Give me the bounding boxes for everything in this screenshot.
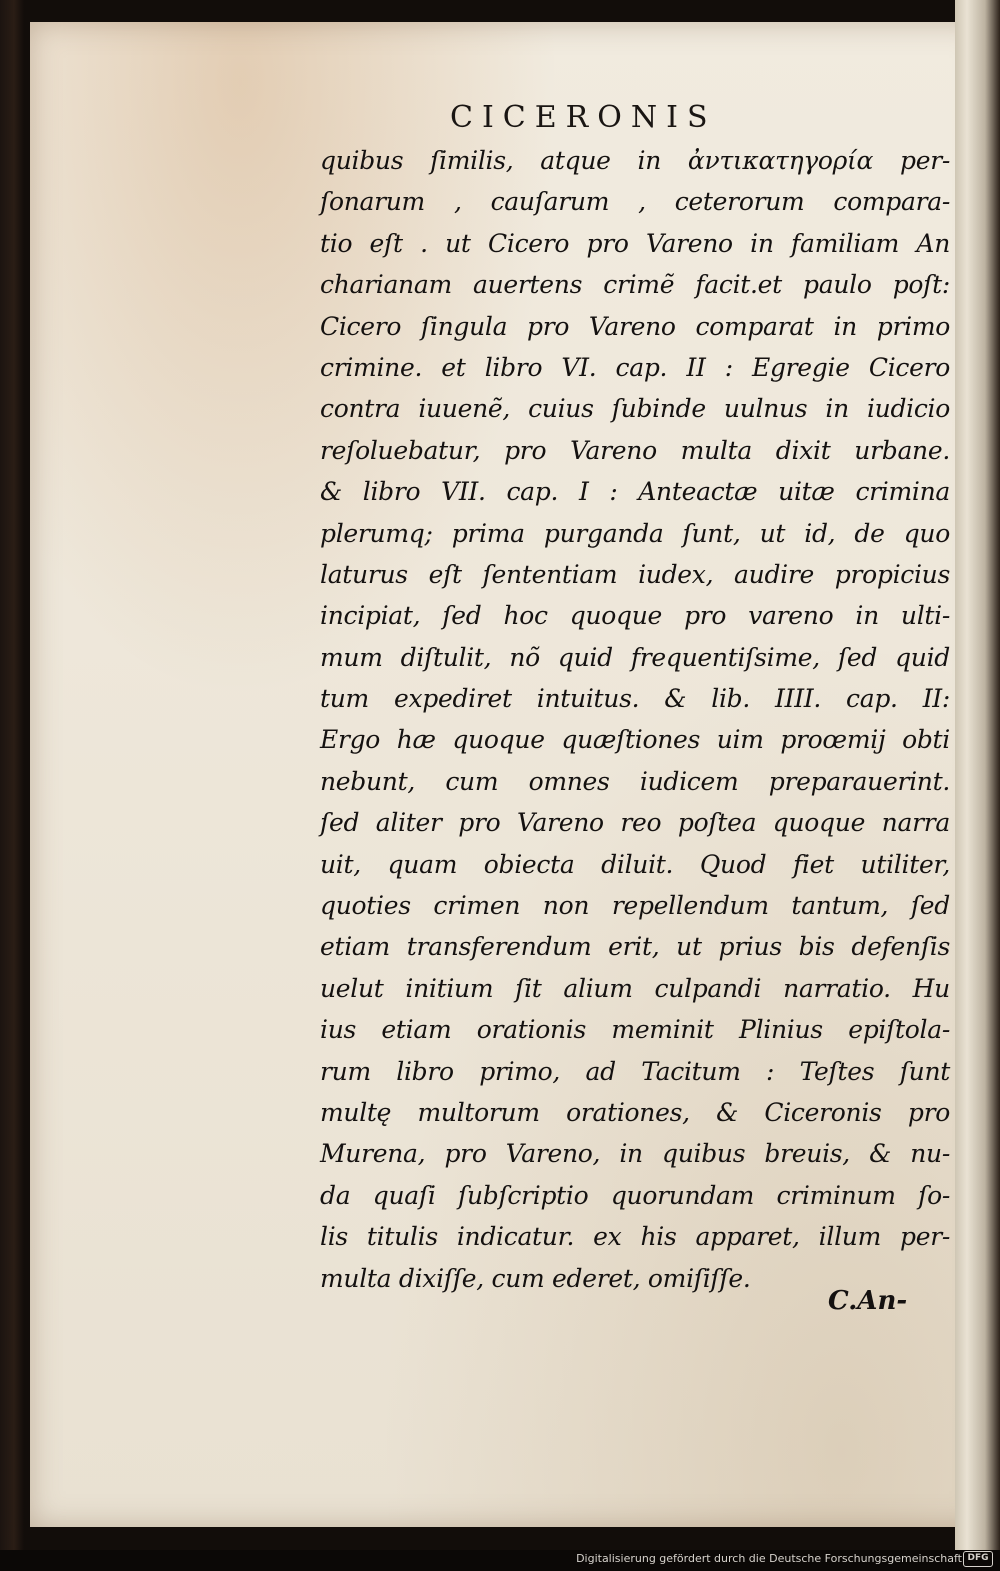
catchword: C.An- xyxy=(828,1286,908,1316)
text-line: quoties crimen non repellendum tantum, ſed xyxy=(320,891,950,921)
text-line: multa dixiſſe, cum ederet, omiſiſſe. xyxy=(320,1263,751,1293)
dfg-logo-icon: DFG xyxy=(963,1551,993,1567)
text-line: reſoluebatur, pro Vareno multa dixit urbane. xyxy=(320,435,950,465)
text-line: tio eſt . ut Cicero pro Vareno in familiam An xyxy=(320,228,950,258)
text-line: nebunt, cum omnes iudicem preparauerint. xyxy=(320,766,950,796)
text-line: mum diſtulit, nõ quid frequentiſsime, ſed quid xyxy=(320,642,950,672)
text-line: ſed aliter pro Vareno reo poſtea quoque narra xyxy=(320,808,950,838)
text-line: contra iuuenẽ, cuius ſubinde uulnus in iudicio xyxy=(320,394,950,424)
text-line: charianam auertens crimẽ facit.et paulo poſt: xyxy=(320,270,950,300)
text-line: multę multorum orationes, & Ciceronis pro xyxy=(320,1097,950,1127)
text-line: laturus eſt ſententiam iudex, audire propicius xyxy=(320,559,950,589)
text-line: crimine. et libro VI. cap. II : Egregie Cicero xyxy=(320,352,950,382)
text-line: etiam transferendum erit, ut prius bis defenſis xyxy=(320,932,950,962)
text-line: ſonarum , cauſarum , ceterorum compara- xyxy=(320,187,950,217)
text-line: uit, quam obiecta diluit. Quod fiet utiliter, xyxy=(320,849,950,879)
text-line: incipiat, ſed hoc quoque pro vareno in ulti- xyxy=(320,601,950,631)
text-line: ius etiam orationis meminit Plinius epiſtola- xyxy=(320,1015,950,1045)
text-line: & libro VII. cap. I : Anteactæ uitæ crimina xyxy=(320,477,950,507)
text-line: quibus ſimilis, atque in ἀντικατηγορία per- xyxy=(320,146,950,175)
text-line: uelut initium ſit alium culpandi narratio. Hu xyxy=(320,973,950,1003)
running-title: CICERONIS xyxy=(450,100,717,135)
text-line: rum libro primo, ad Tacitum : Teſtes ſunt xyxy=(320,1056,950,1086)
text-line: Ergo hæ quoque quæſtiones uim proœmij obti xyxy=(320,725,950,755)
page-edge xyxy=(955,0,1000,1550)
text-line: lis titulis indicatur. ex his apparet, illum per- xyxy=(320,1222,950,1252)
text-line: da quaſi ſubſcriptio quorundam criminum ſo- xyxy=(320,1180,950,1210)
funding-credit: Digitalisierung gefördert durch die Deutsche Forschungsgemeinschaft xyxy=(576,1552,962,1565)
main-text xyxy=(320,140,950,1299)
text-line: tum expediret intuitus. & lib. IIII. cap. II: xyxy=(320,684,950,714)
text-line: plerumq; prima purganda ſunt, ut id, de quo xyxy=(320,518,950,548)
text-line: Murena, pro Vareno, in quibus breuis, & nu- xyxy=(320,1139,950,1169)
text-line: Cicero ſingula pro Vareno comparat in primo xyxy=(320,311,950,341)
